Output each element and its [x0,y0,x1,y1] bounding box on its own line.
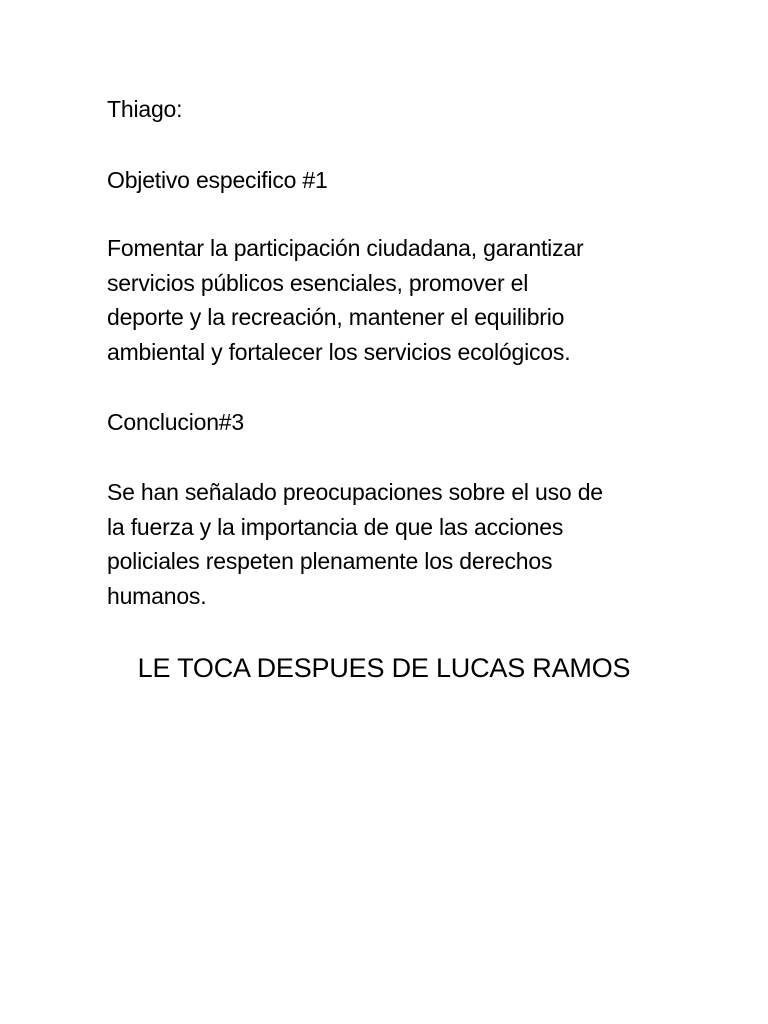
conclusion-line: la fuerza y la importancia de que las acciones [107,513,564,540]
objective-line: servicios públicos esenciales, promover el [107,269,529,296]
conclusion-paragraph [107,475,667,613]
conclusion-line: humanos. [107,582,207,609]
objective-line: deporte y la recreación, mantener el equilibrio [107,304,565,330]
conclusion-title: Conclucion#3 [107,409,244,435]
document-heading: Thiago: [107,96,183,122]
objective-title: Objetivo especifico #1 [107,167,328,193]
closing-note: LE TOCA DESPUES DE LUCAS RAMOS [137,653,631,683]
conclusion-line: Se han señalado preocupaciones sobre el uso de [107,479,603,505]
objective-paragraph [107,231,667,369]
conclusion-line: policiales respeten plenamente los derechos [107,548,553,574]
objective-line: Fomentar la participación ciudadana, garantizar [107,235,584,261]
objective-line: ambiental y fortalecer los servicios ecológicos. [107,338,571,365]
